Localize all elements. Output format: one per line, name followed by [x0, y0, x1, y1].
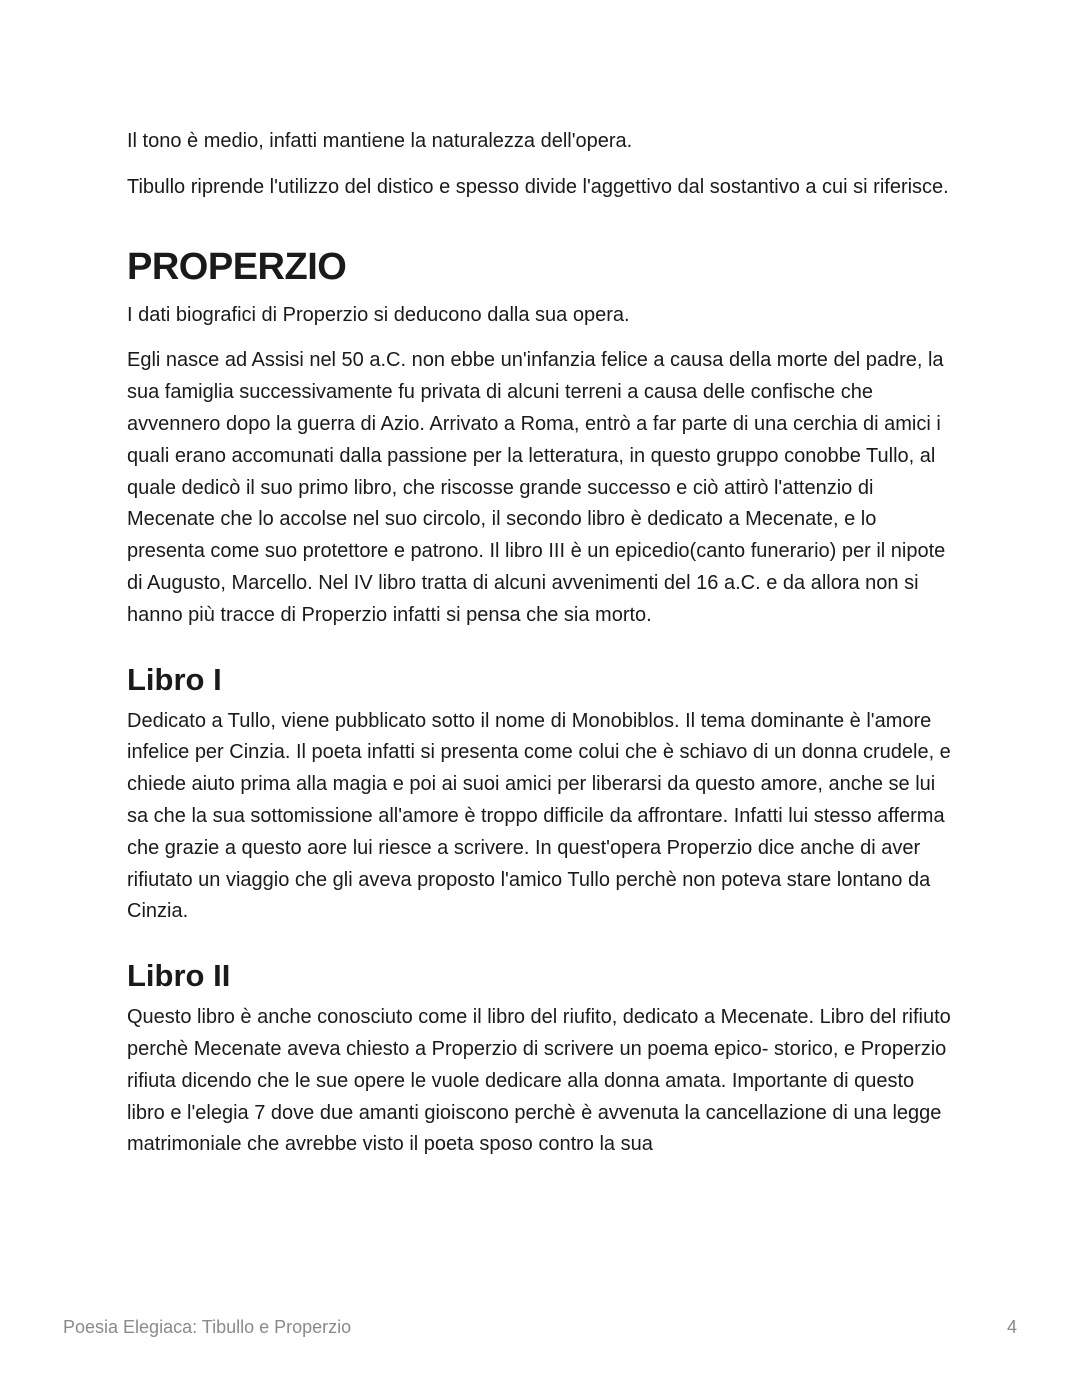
libro-1-paragraph: Dedicato a Tullo, viene pubblicato sotto il nome di Monobiblos. Il tema dominante è l'amore infelice per Cinzia. Il poeta infatti si presenta come colui che è schiavo di un donna crudele, e chiede aiuto prima alla magia e poi ai suoi amici per liberarsi da questo amore, anche se lui sa che la sua sottomissione all'amore è troppo difficile da affrontare. Infatti lui stesso afferma che grazie a questo aore lui riesce a scrivere. In quest'opera Properzio dice anche di aver rifiutato un viaggio che gli aveva proposto l'amico Tullo perchè non poteva stare lontano da Cinzia. [127, 709, 951, 923]
intro-paragraph-2: Tibullo riprende l'utilizzo del distico e spesso divide l'aggettivo dal sostantivo a cui si riferisce. [127, 175, 949, 198]
footer-page-number: 4 [1006, 1317, 1017, 1337]
properzio-paragraph-2: Egli nasce ad Assisi nel 50 a.C. non ebbe un'infanzia felice a causa della morte del padre, la sua famiglia successivamente fu privata di alcuni terreni a causa delle confische che avvennero dopo la guerra di Azio. Arrivato a Roma, entrò a far parte di una cerchia di amici i quali erano accomunati dalla passione per la letteratura, in questo gruppo conobbe Tullo, al quale dedicò il suo primo libro, che riscosse grande successo e ciò attirò l'attenzio di Mecenate che lo accolse nel suo circolo, il secondo libro è dedicato a Mecenate, e lo presenta come suo protettore e patrono. Il libro III è un epicedio(canto funerario) per il nipote di Augusto, Marcello. Nel IV libro tratta di alcuni avvenimenti del 16 a.C. e da allora non si hanno più tracce di Properzio infatti si pensa che sia morto. [127, 349, 946, 626]
libro-2-paragraph: Questo libro è anche conosciuto come il libro del riufito, dedicato a Mecenate. Libro del rifiuto perchè Mecenate aveva chiesto a Properzio di scrivere un poema epico- storico, e Properzio rifiuta dicendo che le sue opere le vuole dedicare alla donna amata. Importante di questo libro e l'elegia 7 dove due amanti gioiscono perchè è avvenuta la cancellazione di una legge matrimoniale che avrebbe visto il poeta sposo contro la sua [127, 1006, 951, 1156]
intro-paragraph-1: Il tono è medio, infatti mantiene la naturalezza dell'opera. [127, 130, 633, 152]
document-body [127, 126, 953, 1175]
section-title-libro-1: Libro I [127, 661, 222, 697]
section-title-properzio: PROPERZIO [127, 245, 347, 288]
properzio-paragraph-1: I dati biografici di Properzio si deducono dalla sua opera. [127, 303, 630, 326]
section-title-libro-2: Libro II [127, 958, 231, 994]
footer-document-title: Poesia Elegiaca: Tibullo e Properzio [63, 1317, 352, 1337]
